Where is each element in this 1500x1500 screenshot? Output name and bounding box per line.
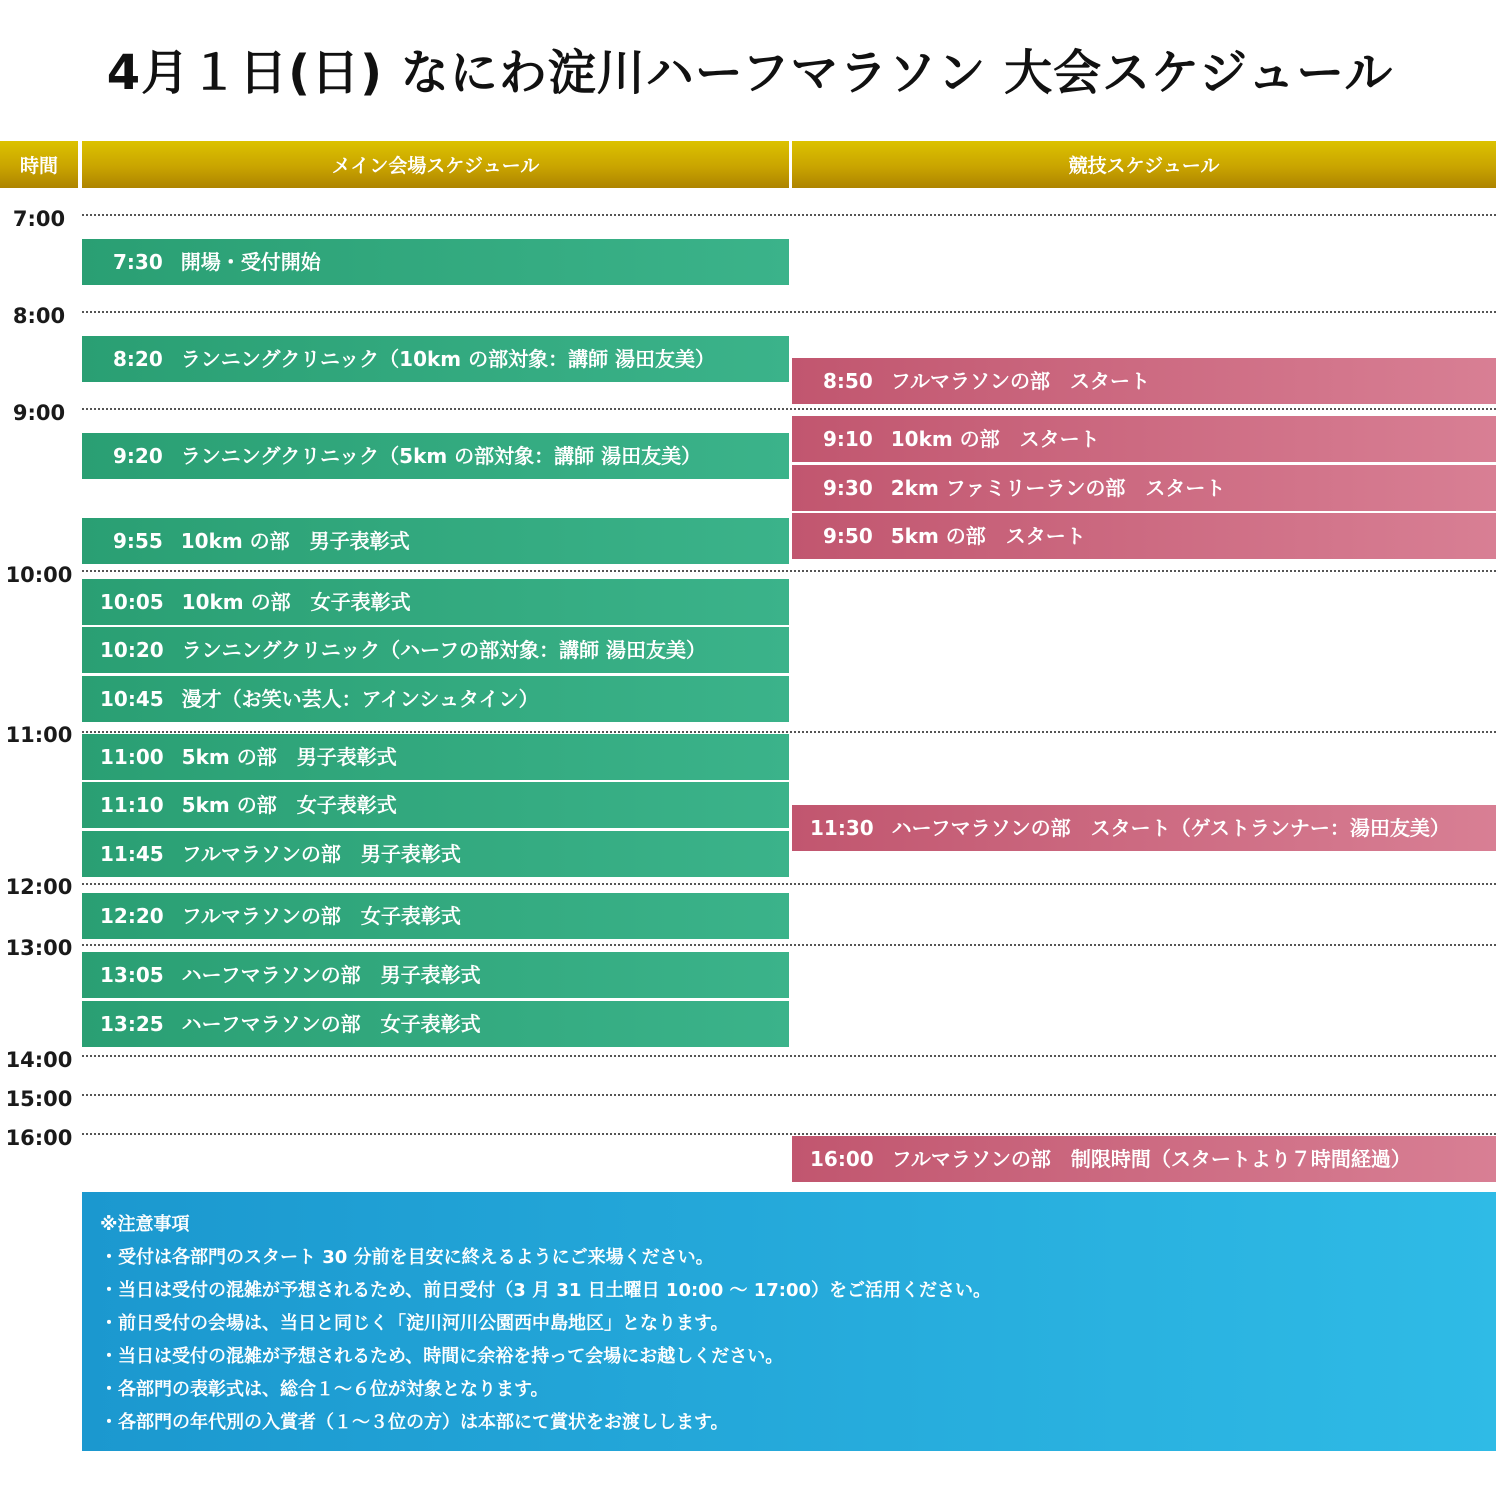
event-label: ハーフマラソンの部 女子表彰式: [181, 1012, 481, 1036]
hour-gridline: [82, 731, 1496, 733]
time-label: 13:00: [5, 936, 73, 960]
time-label: 10:00: [5, 563, 73, 587]
hour-gridline: [82, 1094, 1496, 1096]
header-competition: [792, 141, 1496, 188]
hour-gridline: [82, 1055, 1496, 1057]
event-label: 5km の部 女子表彰式: [181, 793, 397, 817]
event-time: 16:00: [810, 1147, 874, 1171]
main-event: [82, 1001, 789, 1047]
event-time: 8:50: [823, 369, 873, 393]
event-label: フルマラソンの部 女子表彰式: [181, 904, 461, 928]
notes-line: ・各部門の年代別の入賞者（１～３位の方）は本部にて賞状をお渡しします。: [100, 1412, 729, 1433]
event-label: 2km ファミリーランの部 スタート: [890, 476, 1226, 500]
event-label: 10km の部 女子表彰式: [181, 590, 411, 614]
event-label: ランニングクリニック（5km の部対象：講師 湯田友美）: [180, 444, 702, 468]
hour-gridline: [82, 311, 1496, 313]
main-event: [82, 734, 789, 780]
event-time: 8:20: [113, 347, 163, 371]
main-event: [82, 518, 789, 564]
hour-gridline: [82, 214, 1496, 216]
race-event: [792, 1136, 1496, 1182]
notes-line: ・前日受付の会場は、当日と同じく「淀川河川公園西中島地区」となります。: [100, 1313, 729, 1334]
event-label: ハーフマラソンの部 男子表彰式: [181, 963, 481, 987]
event-time: 7:30: [113, 250, 163, 274]
event-time: 11:45: [100, 842, 164, 866]
header-main-venue: [82, 141, 789, 188]
event-label: 漫才（お笑い芸人：アインシュタイン）: [181, 687, 539, 711]
hour-gridline: [82, 408, 1496, 410]
main-event: [82, 952, 789, 998]
main-event: [82, 433, 789, 479]
event-label: フルマラソンの部 スタート: [890, 369, 1150, 393]
hour-gridline: [82, 1133, 1496, 1135]
event-label: フルマラソンの部 男子表彰式: [181, 842, 461, 866]
event-time: 13:25: [100, 1012, 164, 1036]
event-label: フルマラソンの部 制限時間（スタートより７時間経過）: [891, 1147, 1411, 1171]
event-time: 12:20: [100, 904, 164, 928]
page-title: 4月１日(日) なにわ淀川ハーフマラソン 大会スケジュール: [106, 45, 1394, 101]
event-label: 5km の部 男子表彰式: [181, 745, 397, 769]
event-time: 10:05: [100, 590, 164, 614]
notes-line: ・各部門の表彰式は、総合１～６位が対象となります。: [100, 1379, 549, 1400]
hour-gridline: [82, 944, 1496, 946]
event-label: 開場・受付開始: [180, 250, 321, 274]
time-label: 12:00: [5, 875, 73, 899]
event-label: ランニングクリニック（10km の部対象：講師 湯田友美）: [180, 347, 716, 371]
event-time: 11:30: [810, 816, 874, 840]
main-event: [82, 831, 789, 877]
hour-gridline: [82, 883, 1496, 885]
notes-line: ・受付は各部門のスタート 30 分前を目安に終えるようにご来場ください。: [100, 1247, 714, 1268]
main-event: [82, 336, 789, 382]
main-event: [82, 627, 789, 673]
race-event: [792, 416, 1496, 462]
event-time: 9:10: [823, 427, 873, 451]
event-time: 11:00: [100, 745, 164, 769]
event-label: 10km の部 男子表彰式: [180, 529, 410, 553]
time-label: 7:00: [12, 207, 66, 231]
event-time: 10:20: [100, 638, 164, 662]
header-competition-label: 競技スケジュール: [1068, 155, 1220, 177]
time-label: 14:00: [5, 1048, 73, 1072]
time-label: 11:00: [5, 723, 73, 747]
event-time: 9:50: [823, 524, 873, 548]
header-time-label: 時間: [19, 155, 58, 177]
notes-heading: ※注意事項: [100, 1214, 190, 1235]
time-label: 16:00: [5, 1126, 73, 1150]
event-time: 13:05: [100, 963, 164, 987]
race-event: [792, 805, 1496, 851]
event-label: ハーフマラソンの部 スタート（ゲストランナー：湯田友美）: [891, 816, 1450, 840]
race-event: [792, 513, 1496, 559]
event-time: 9:30: [823, 476, 873, 500]
main-event: [82, 893, 789, 939]
hour-gridline: [82, 570, 1496, 572]
notes-line: ・当日は受付の混雑が予想されるため、前日受付（3 月 31 日土曜日 10:00 ～ 17:00）をご活用ください。: [100, 1280, 992, 1301]
notes-line: ・当日は受付の混雑が予想されるため、時間に余裕を持って会場にお越しください。: [100, 1346, 784, 1367]
main-event: [82, 676, 789, 722]
header-main-venue-label: メイン会場スケジュール: [331, 155, 540, 177]
event-label: ランニングクリニック（ハーフの部対象：講師 湯田友美）: [181, 638, 707, 662]
event-time: 9:55: [113, 529, 163, 553]
event-time: 10:45: [100, 687, 164, 711]
main-event: [82, 782, 789, 828]
time-label: 15:00: [5, 1087, 73, 1111]
race-event: [792, 358, 1496, 404]
time-label: 8:00: [12, 304, 66, 328]
event-label: 10km の部 スタート: [890, 427, 1100, 451]
time-label: 9:00: [12, 401, 66, 425]
event-time: 9:20: [113, 444, 163, 468]
main-event: [82, 239, 789, 285]
notes-box: [82, 1192, 1496, 1451]
main-event: [82, 579, 789, 625]
header-time: [0, 141, 78, 188]
event-label: 5km の部 スタート: [890, 524, 1086, 548]
event-time: 11:10: [100, 793, 164, 817]
race-event: [792, 465, 1496, 511]
